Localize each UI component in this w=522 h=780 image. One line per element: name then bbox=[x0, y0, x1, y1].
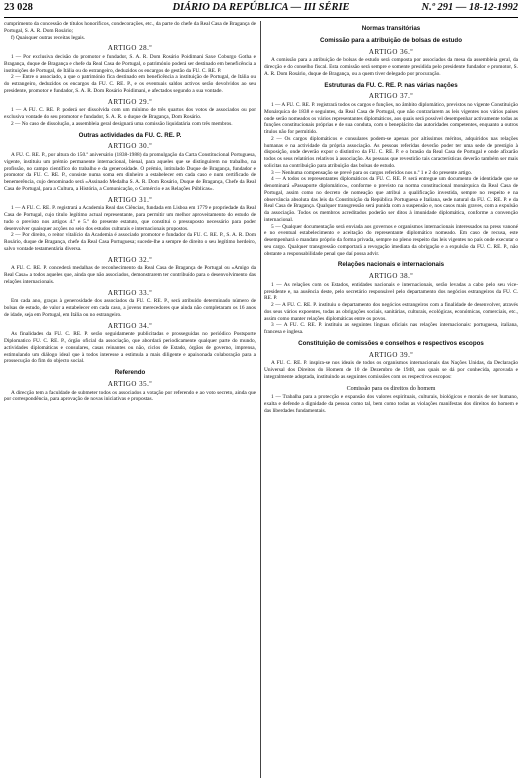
paragraph: 4 — A todos os representantes diplomáticos da FU. C. RE. P. será entregue um documento de identidade que se denominará «Passaporte diplomático», conforme o previsto na norma constitucional monárquica da Real Casa de Portugal, assim como no decreto de nomeação que atribui a qualificação investida, sempre no respeito e na observância absoluta das leis da Constituição da República Portuguesa e Italiana, sede natural da FU. C. RE. P. e da Real Casa de Bragança. Qualquer transgressão será punida com a suspensão e, nos casos mais graves, com a expulsão da associação. Todos os membros acreditados poderão ser ditos à imunidade diplomática, conforme a convenção internacional. bbox=[264, 176, 518, 223]
page-header bbox=[4, 2, 518, 16]
article-heading: ARTIGO 29.º bbox=[107, 97, 153, 106]
paragraph: 2 — No caso de dissolução, a assembleia geral designará uma comissão liquidatária com três membros. bbox=[11, 120, 233, 127]
paragraph: 2 — Entre o associado, a que o património fica destinado em beneficência a instituição de Portugal, de Itália ou do estrangeiro, deduzidos os encargos da FU. C. RE. P., e os eventuais saldos activos serão devolvidos ao seu presidente, promotor e fundador, S. A. R. Dom Rosário Poidimani, e afectados segundo a sua vontade. bbox=[4, 74, 256, 94]
article-heading: ARTIGO 31.º bbox=[107, 195, 153, 204]
article-heading: ARTIGO 35.º bbox=[107, 379, 153, 388]
paragraph: A comissão para a atribuição de bolsas de estudo será composta por associados da mesa da assembleia geral, da direcção e do conselho fiscal. Esta comissão será sempre e somente presidida pelo presidente fundador e promotor, S. A. R. Dom Rosário, duque de Bragança, ou a quem tiver delegado por procuração. bbox=[264, 57, 518, 77]
paragraph: As finalidades da FU. C. RE. P. serão seguidamente publicitadas e prosseguidas no periódico Postsporte Diplomatico FU. C. RE. P., órgão oficial da associação, que abordará periodicamente qualquer parte do mundo, actividades diplomáticas e consulares, casas reinantes ou não, ciclos de Estado, órgãos de governo, imprensa, estimulando um diálogo ideal que à todos interesse a estimula a mais diligente e apaixonada colaboração para a prossecução do fim do objecto social. bbox=[4, 331, 256, 365]
paragraph: cumprimento da concessão de títulos honoríficos, condecorações, etc., da parte do chefe da Real Casa de Bragança de Portugal, S. A. R. Dom Rosário; bbox=[4, 21, 256, 34]
subsection-heading: Comissão para os direitos do homem bbox=[346, 385, 436, 392]
paragraph: A FU. C. RE. P. concederá medalhas de reconhecimento da Real Casa de Bragança de Portugal ou «Amigo da Real Casa» a todos aqueles que, ainda que não associados, demonstrarem ter contribuído para o desenvolvimento das relações internacionais. bbox=[4, 265, 256, 285]
article-heading: ARTIGO 30.º bbox=[107, 142, 153, 151]
paragraph: 1 — Por exclusiva decisão do promotor e fundador, S. A. R. Dom Rosário Poidimani Saxe Coburgo Gotha e Bragança, duque de Bragança e chefe da Real Casa de Portugal, o património poderá ser destinado em beneficência a instituições de Portugal, de Itália ou do estrangeiro, deduzidos os encargos de gestão da FU. C. RE. P. bbox=[4, 54, 256, 74]
issue-number: N.º 291 — 18-12-1992 bbox=[421, 2, 518, 13]
section-heading: Relações nacionais e internacionais bbox=[337, 261, 445, 269]
section-heading: Referendo bbox=[114, 369, 146, 376]
paragraph: 1 — A FU. C. RE. P. registrará a Academia Real das Ciências, fundada em Lisboa em 1779 e propriedade da Real Casa de Portugal, cujo título legítimo actual representante, para permitir um melhor aproveitamento do estudo de tudo o previsto nos artigos 4.º e 5.º do presente estatuto, que constitui o pressuposto necessário para poder desenvolver quaisquer acções no seio dos estudos culturais e internacionais propostos. bbox=[4, 205, 256, 232]
column-divider bbox=[260, 21, 261, 778]
section-heading: Comissão para a atribuição de bolsas de estudo bbox=[319, 36, 462, 44]
paragraph: 2 — A FU. C. RE. P. instituiu o departamento dos negócios estrangeiros com a finalidade de desenvolver, através dos seus vários expoentes, todas as obrigações sociais, sanitárias, culturais, ecológicas, económicas, comerciais, etc., assim como manter relações diplomáticas entre os povos. bbox=[264, 302, 518, 322]
paragraph: A FU. C. RE. P. inspira-se nos ideais de todos os organismos internacionais das Nações Unidas, da Declaração Universal dos Direitos do Homem de 10 de Dezembro de 1948, aos quais se dá por conhecida, aprovada e integralmente adoptada, instituindo as seguintes comissões com os respectivos escopos: bbox=[264, 360, 518, 380]
paragraph: Em cada ano, graças à generosidade dos associados da FU. C. RE. P., será atribuído determinado número de bolsas de estudo, de valor a estabelecer em cada caso, a jovens merecedores que ainda não completaram os 16 anos de idade, seja em Portugal, em Itália ou no estrangeiro. bbox=[4, 298, 256, 318]
article-heading: ARTIGO 37.º bbox=[368, 92, 414, 101]
paragraph: 2 — Os cargos diplomáticos e consulares podem-se apenas por altíssimos méritos, adquiridos nas relações humanas e na actividade da própria associação. As pessoas referidas deverão poder ter uma sede de prestígio à disposição, onde deverão expor o distintivo da FU. C. RE. P. e o brasão da Real Casa de Portugal e onde afixarão todos os seus relatórios relativos à associação. As pessoas que revestirão tais características deverão também ser mais solicitas na contribuição para atribuição das bolsas de estudo. bbox=[264, 135, 518, 169]
right-column bbox=[264, 21, 518, 778]
article-heading: ARTIGO 36.º bbox=[368, 47, 414, 56]
article-heading: ARTIGO 32.º bbox=[107, 255, 153, 264]
paragraph: f) Quaisquer outras receitas legais. bbox=[11, 34, 86, 41]
paragraph: 5 — Qualquer documentação será enviada aos governos e organismos internacionais interessados na press vanoné e no eventual estabelecimento e aceitação do representante diplomático nomeado. Em caso de recusa, este desempenhará o mandato próprio da forma privada, sempre no pleno respeito das leis vigentes no país onde executar o seu cargo. Qualquer transgressão comportará a revogação imediata da obrigação e a expulsão da FU. C. RE. P., não obstante a responsabilidade penal que daí possa advir. bbox=[264, 223, 518, 257]
journal-title: DIÁRIO DA REPÚBLICA — III SÉRIE bbox=[172, 2, 350, 13]
paragraph: A FU. C. RE. P., por altura do 150.º aniversário (1838-1988) da promulgação da Carta Constitucional Portuguesa, vigente, instituiu um prémio permanente internacional, bienal, para aqueles que se distinguirem no trabalho, na profissão, no campo científico do trabalho e da generosidade. O prémio, intitulado Duque de Bragança, fundador e promotor da FU. C. RE. P., consiste numa soma em dinheiro a estabelecer em cada caso e num certificado de benemerência, cujo denominado será «Assinado Medalha S. A. R. Dom Rosário, Duque de Bragança, Chefe da Real Casa de Portugal, para a Cultura, a História, a Comunicação, o Comércio e as Relações Públicas». bbox=[4, 152, 256, 192]
page-number: 23 028 bbox=[4, 2, 33, 13]
article-heading: ARTIGO 28.º bbox=[107, 44, 153, 53]
paragraph: A direcção tem a faculdade de submeter todos os associados a votação por referendo e ao voto secreto, ainda que por correspondência, para aprovação de novas iniciativas e propostas. bbox=[4, 389, 256, 403]
header-rule bbox=[4, 17, 518, 18]
paragraph: 3 — Nenhuma compensação se prevê para os cargos referidos nos n.º 1 e 2 do presente artigo. bbox=[271, 169, 473, 176]
paragraph: 1 — A FU. C. RE. P. registrará todos os cargos e funções, no âmbito diplomático, previstos no vigente Constituição Monárquica de 1838 e seguintes, da Real Casa de Portugal, que não contrariarem as leis vigentes nos vários países onde serão nomeados os vários representantes diplomáticos, aos quais será possível desempenhar activamente todas as funções constitucionais próprias e de sua conduta, com o beneplácito das autoridades competentes, enquanto a outros títulos não for permitido. bbox=[264, 102, 518, 135]
article-heading: ARTIGO 34.º bbox=[107, 321, 153, 330]
section-heading: Normas transitórias bbox=[361, 25, 421, 32]
section-heading: Constituição de comissões e conselhos e respectivos escopos bbox=[298, 339, 484, 347]
paragraph: 1 — As relações com os Estados, entidades nacionais e internacionais, serão levadas a cabo pelo seu vice-presidente e, na ausência deste, pelo secretário responsável pelo departamento dos negócios estrangeiros da FU. C. RE. P. bbox=[264, 281, 518, 302]
paragraph: 1 — A FU. C. RE. P. poderá ser dissolvida com um mínimo de três quartos dos votos de associados ou por exclusiva vontade do seu promotor e fundador, S. A. R. o duque de Bragança, Dom Rosário. bbox=[4, 107, 256, 120]
article-heading: ARTIGO 33.º bbox=[107, 288, 153, 297]
left-column bbox=[4, 21, 256, 778]
section-heading: Estruturas da FU. C. RE. P. nas várias nações bbox=[324, 81, 458, 89]
article-heading: ARTIGO 39.º bbox=[368, 350, 414, 359]
paragraph: 3 — A FU. C. RE. P. instituiu as seguintes línguas oficiais nas relações internacionais: portuguesa, italiana, francesa e inglesa. bbox=[264, 322, 518, 335]
article-heading: ARTIGO 38.º bbox=[368, 272, 414, 280]
paragraph: 2 — Por direito, o reitor vitalício da Academia é associado promotor e fundador da FU. C. RE. P., S. A. R. Dom Rosário, duque de Bragança, chefe da Real Casa Portuguesa; sucede-lhe a sempre de direito o seu legítimo herdeiro, salvo vontade testamentária diversa. bbox=[4, 232, 256, 252]
paragraph: 1 — Trabalha para a protecção e expansão dos valores espirituais, culturais, biológicos e morais de ser humano, exalta e defende a dignidade da pessoa como tal, bem como todas as violações manifestas dos direitos do homem e das liberdades fundamentais. bbox=[264, 394, 518, 414]
section-heading: Outras actividades da FU. C. RE. P. bbox=[78, 131, 182, 139]
